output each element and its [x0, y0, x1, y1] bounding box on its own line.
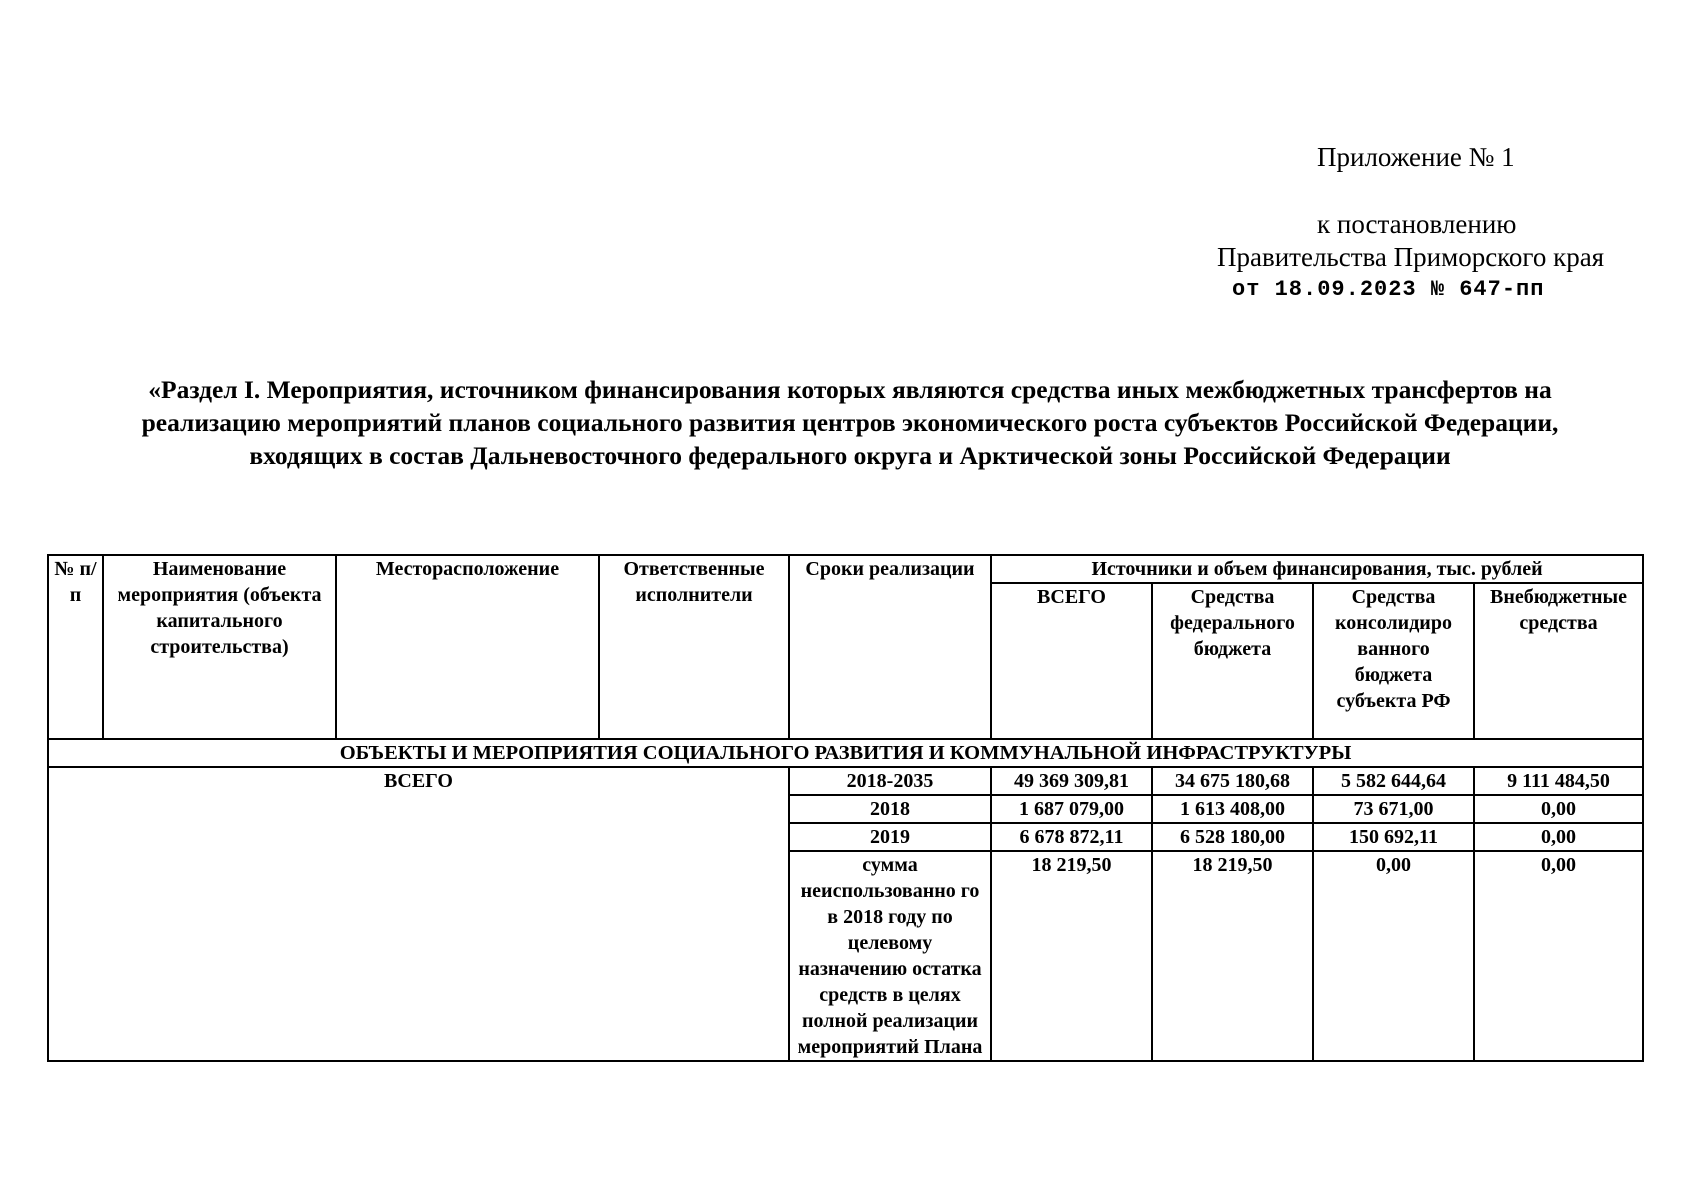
appendix-reference: к постановлению [1317, 209, 1517, 239]
cell-extrabudget: 0,00 [1474, 851, 1643, 1061]
cell-consolidated: 5 582 644,64 [1313, 767, 1474, 795]
header-location: Месторасположение [336, 555, 599, 739]
cell-extrabudget: 0,00 [1474, 795, 1643, 823]
cell-period-note: сумма неиспользованно го в 2018 году по целевому назначению остатка средств в целях полной реализации мероприятий Плана [789, 851, 991, 1061]
header-funding-group: Источники и объем финансирования, тыс. рублей [991, 555, 1643, 583]
cell-total: 18 219,50 [991, 851, 1152, 1061]
cell-federal: 18 219,50 [1152, 851, 1313, 1061]
heading-line-1: «Раздел I. Мероприятия, источником финансирования которых являются средства иных межбюджетных трансфертов на [148, 375, 1552, 404]
header-name: Наименование мероприятия (объекта капитального строительства) [103, 555, 336, 739]
cell-total: 6 678 872,11 [991, 823, 1152, 851]
total-label: ВСЕГО [48, 767, 789, 1061]
header-num: № п/п [48, 555, 103, 739]
heading-line-2: реализацию мероприятий планов социального развития центров экономического роста субъектов Российской Федерации, [141, 408, 1559, 437]
appendix-government: Правительства Приморского края [1217, 242, 1605, 272]
cell-extrabudget: 9 111 484,50 [1474, 767, 1643, 795]
cell-consolidated: 0,00 [1313, 851, 1474, 1061]
cell-federal: 1 613 408,00 [1152, 795, 1313, 823]
header-period: Сроки реализации [789, 555, 991, 739]
cell-period: 2018-2035 [789, 767, 991, 795]
header-executors: Ответственные исполнители [599, 555, 789, 739]
table-row [48, 767, 1643, 795]
header-consolidated: Средства консолидиро ванного бюджета субъекта РФ [1313, 583, 1474, 739]
appendix-title: Приложение № 1 [1317, 142, 1515, 172]
cell-federal: 6 528 180,00 [1152, 823, 1313, 851]
cell-federal: 34 675 180,68 [1152, 767, 1313, 795]
heading-line-3: входящих в состав Дальневосточного федерального округа и Арктической зоны Российской Федерации [249, 441, 1451, 470]
cell-consolidated: 73 671,00 [1313, 795, 1474, 823]
appendix-number: от 18.09.2023 № 647-пп [1232, 277, 1545, 302]
header-federal: Средства федерального бюджета [1152, 583, 1313, 739]
cell-consolidated: 150 692,11 [1313, 823, 1474, 851]
cell-period: 2018 [789, 795, 991, 823]
section-heading [30, 373, 1670, 472]
cell-total: 1 687 079,00 [991, 795, 1152, 823]
cell-period: 2019 [789, 823, 991, 851]
section-title: ОБЪЕКТЫ И МЕРОПРИЯТИЯ СОЦИАЛЬНОГО РАЗВИТИЯ И КОММУНАЛЬНОЙ ИНФРАСТРУКТУРЫ [48, 739, 1643, 767]
cell-extrabudget: 0,00 [1474, 823, 1643, 851]
header-extrabudget: Внебюджетные средства [1474, 583, 1643, 739]
header-total: ВСЕГО [991, 583, 1152, 739]
cell-total: 49 369 309,81 [991, 767, 1152, 795]
financing-table [47, 554, 1644, 1062]
